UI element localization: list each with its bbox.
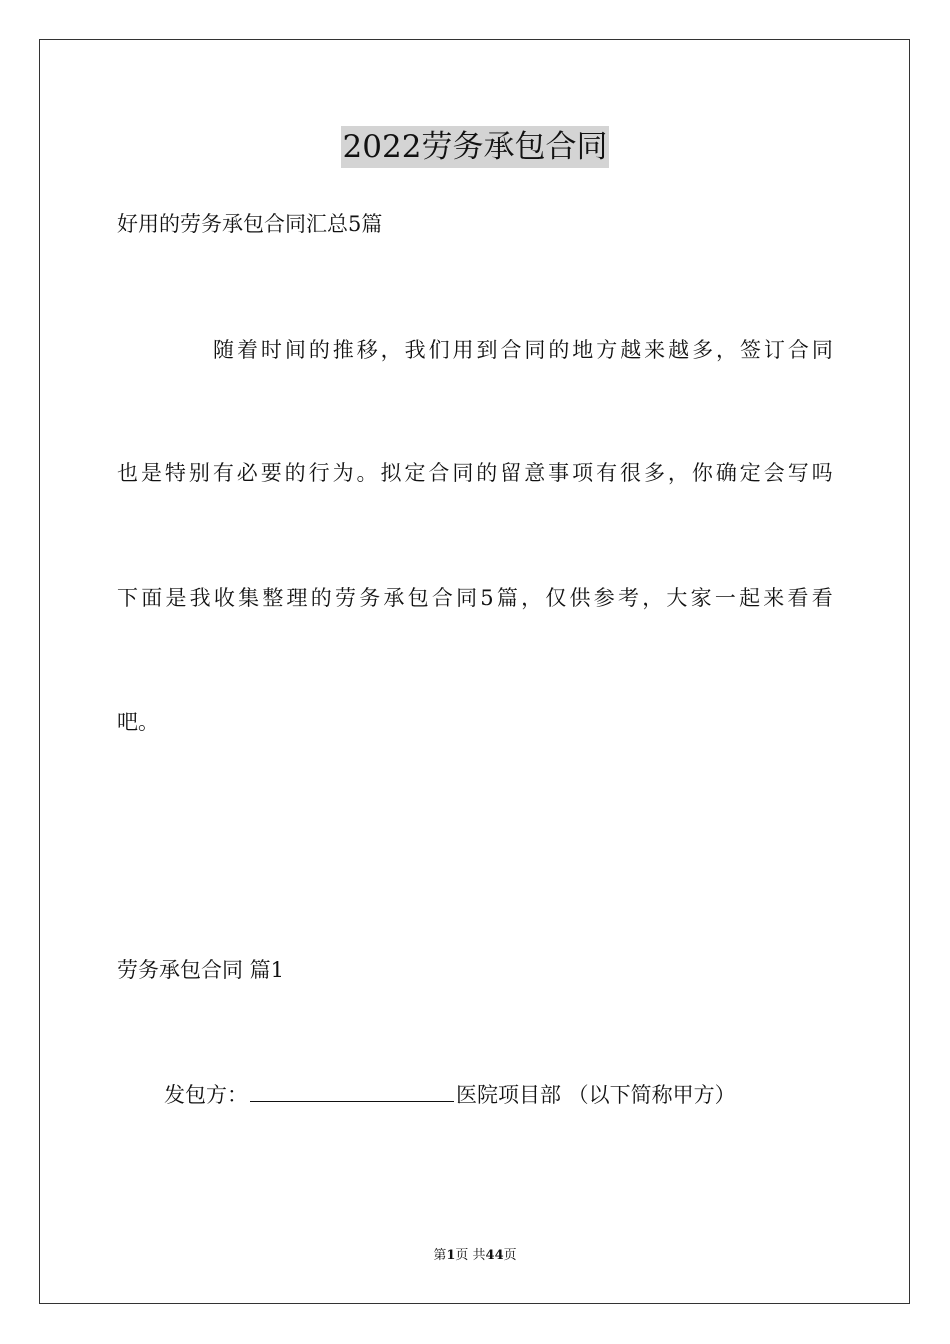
text-char: 看 [787,586,809,610]
text-char: 收 [213,586,235,610]
text-char: 同 [456,586,478,610]
text-char: 来 [763,586,785,610]
text-char: 会 [763,461,785,485]
text-char: 家 [690,586,712,610]
text-char: 越 [620,338,642,362]
text-char: 是 [165,586,187,610]
text-char: 到 [476,338,498,362]
intro-line-3 [117,584,833,612]
text-char: 方 [596,338,618,362]
text-char: ， [642,586,664,610]
text-char: 写 [787,461,809,485]
section-heading: 劳务承包合同 篇1 [117,958,285,982]
intro-line-4: 吧。 [117,710,159,734]
text-char: 地 [572,338,594,362]
text-char: 我 [189,586,211,610]
text-char: 。 [356,461,378,485]
text-char: 项 [572,461,594,485]
text-char: 供 [569,586,591,610]
text-char: 特 [164,461,186,485]
footer-page-prefix: 第 [433,1248,447,1263]
text-char: 的 [476,461,498,485]
text-char: 事 [548,461,570,485]
text-char: 留 [500,461,522,485]
text-char: 大 [666,586,688,610]
text-char: 面 [141,586,163,610]
text-char: 们 [428,338,450,362]
text-char: 的 [548,338,570,362]
text-char: 一 [714,586,736,610]
intro-line-1 [117,336,833,364]
text-char: 的 [308,338,330,362]
text-char: 同 [452,461,474,485]
text-char: 同 [811,338,833,362]
text-char: 下 [117,586,138,610]
text-char: 参 [593,586,615,610]
text-char: 集 [238,586,260,610]
text-char: 合 [428,461,450,485]
text-char: 意 [524,461,546,485]
text-char: 同 [524,338,546,362]
page-footer [0,1247,950,1265]
text-char: 签 [739,338,761,362]
footer-page-suffix: 页 [503,1248,517,1263]
text-char: 着 [236,338,258,362]
text-char: 移 [356,338,378,362]
text-char: 定 [404,461,426,485]
text-char: 的 [310,586,332,610]
text-char: 订 [763,338,785,362]
text-char: 定 [739,461,761,485]
text-char: 的 [284,461,306,485]
text-char: 有 [596,461,618,485]
intro-line-2 [117,459,833,487]
footer-page-number: 1 [446,1248,456,1263]
text-char: 我 [404,338,426,362]
party-label: 发包方： [164,1083,248,1107]
title-container [0,126,950,168]
text-char: 行 [308,461,330,485]
text-char: 时 [260,338,282,362]
text-char: ， [521,586,543,610]
text-char: 多 [643,461,665,485]
text-char: 你 [691,461,713,485]
text-char: 包 [407,586,429,610]
text-char: ， [380,338,402,362]
text-char: 别 [188,461,210,485]
text-char: 起 [739,586,761,610]
text-char: 来 [644,338,666,362]
text-char: ， [716,338,738,362]
text-char: 务 [359,586,381,610]
text-char: 有 [212,461,234,485]
footer-page-mid: 页 共 [455,1248,486,1263]
text-char: 考 [617,586,639,610]
text-char: 间 [284,338,306,362]
text-char: ， [667,461,689,485]
text-char: 也 [117,461,138,485]
footer-page-total: 44 [485,1248,504,1263]
text-char: 吗 [811,461,833,485]
text-char: 理 [286,586,308,610]
text-char: 看 [811,586,833,610]
text-char: 为 [332,461,354,485]
text-char: 随 [213,338,234,362]
text-char: 必 [236,461,258,485]
text-char: 承 [383,586,405,610]
text-char: 篇 [496,586,518,610]
text-char: 多 [692,338,714,362]
text-char: 是 [140,461,162,485]
text-char: 用 [452,338,474,362]
text-char: 很 [620,461,642,485]
text-char: 要 [260,461,282,485]
text-char: 仅 [545,586,567,610]
text-char: 5 [480,586,494,610]
text-char: 合 [500,338,522,362]
text-char: 推 [332,338,354,362]
text-char: 劳 [334,586,356,610]
document-subtitle: 好用的劳务承包合同汇总5篇 [117,212,383,236]
text-char: 确 [715,461,737,485]
text-char: 合 [787,338,809,362]
party-suffix: 医院项目部 （以下简称甲方） [456,1083,736,1107]
text-char: 越 [668,338,690,362]
party-name-blank [250,1081,454,1102]
text-char: 拟 [380,461,402,485]
document-title: 2022劳务承包合同 [341,126,610,168]
text-char: 合 [431,586,453,610]
contract-party-line [164,1081,736,1109]
text-char: 整 [262,586,284,610]
